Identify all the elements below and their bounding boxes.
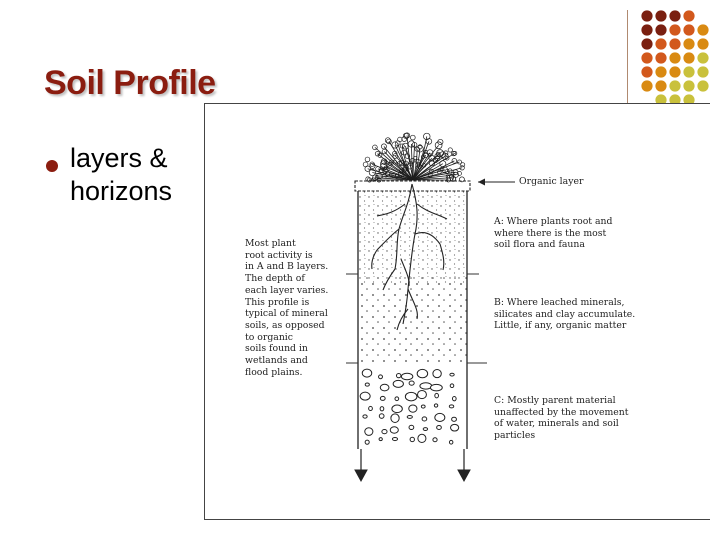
decorative-dot bbox=[655, 80, 666, 91]
decorative-divider-line bbox=[627, 10, 628, 105]
decorative-dot bbox=[683, 52, 694, 63]
decorative-dot bbox=[641, 66, 652, 77]
decorative-dot bbox=[697, 52, 708, 63]
decorative-dot bbox=[683, 24, 694, 35]
decorative-dot bbox=[655, 66, 666, 77]
decorative-dot bbox=[683, 10, 694, 21]
decorative-dot bbox=[683, 66, 694, 77]
parent-material-stones bbox=[360, 369, 459, 444]
root-activity-note: Most plant root activity is in A and B layers. The depth of each layer varies. This profile is typical of mineral soils, as opposed to organic soils found in wetlands and flood plains. bbox=[245, 238, 329, 378]
decorative-dot bbox=[669, 24, 680, 35]
bullet-icon bbox=[46, 160, 58, 172]
decorative-dot bbox=[669, 80, 680, 91]
decorative-dot bbox=[697, 66, 708, 77]
horizon-c-label: C: Mostly parent material unaffected by the movement of water, minerals and soil particles bbox=[494, 395, 629, 442]
decorative-dot bbox=[669, 66, 680, 77]
decorative-dot bbox=[641, 24, 652, 35]
soil-profile-figure bbox=[204, 103, 710, 520]
decorative-dot bbox=[669, 10, 680, 21]
horizon-a-label: A: Where plants root and where there is the most soil flora and fauna bbox=[494, 216, 613, 251]
decorative-dot bbox=[683, 80, 694, 91]
horizon-b-label: B: Where leached minerals, silicates and clay accumulate. Little, if any, organic matter bbox=[494, 297, 636, 332]
decorative-dot bbox=[669, 38, 680, 49]
bullet-text: layers & horizons bbox=[70, 143, 173, 206]
decorative-dot bbox=[655, 52, 666, 63]
decorative-dot bbox=[655, 10, 666, 21]
column-bottom-arrows bbox=[355, 449, 470, 481]
decorative-dot bbox=[697, 80, 708, 91]
decorative-dot bbox=[641, 80, 652, 91]
decorative-dot bbox=[683, 38, 694, 49]
decorative-dot bbox=[641, 38, 652, 49]
slide-title: Soil Profile bbox=[44, 64, 216, 102]
decorative-dot bbox=[655, 38, 666, 49]
organic-layer-arrow bbox=[478, 179, 515, 186]
decorative-dot bbox=[655, 24, 666, 35]
decorative-dot bbox=[641, 52, 652, 63]
decorative-dot bbox=[697, 38, 708, 49]
decorative-dot bbox=[697, 24, 708, 35]
organic-layer-label: Organic layer bbox=[519, 176, 584, 187]
decorative-dot bbox=[641, 10, 652, 21]
plant-foliage bbox=[363, 133, 465, 182]
decorative-dot bbox=[669, 52, 680, 63]
